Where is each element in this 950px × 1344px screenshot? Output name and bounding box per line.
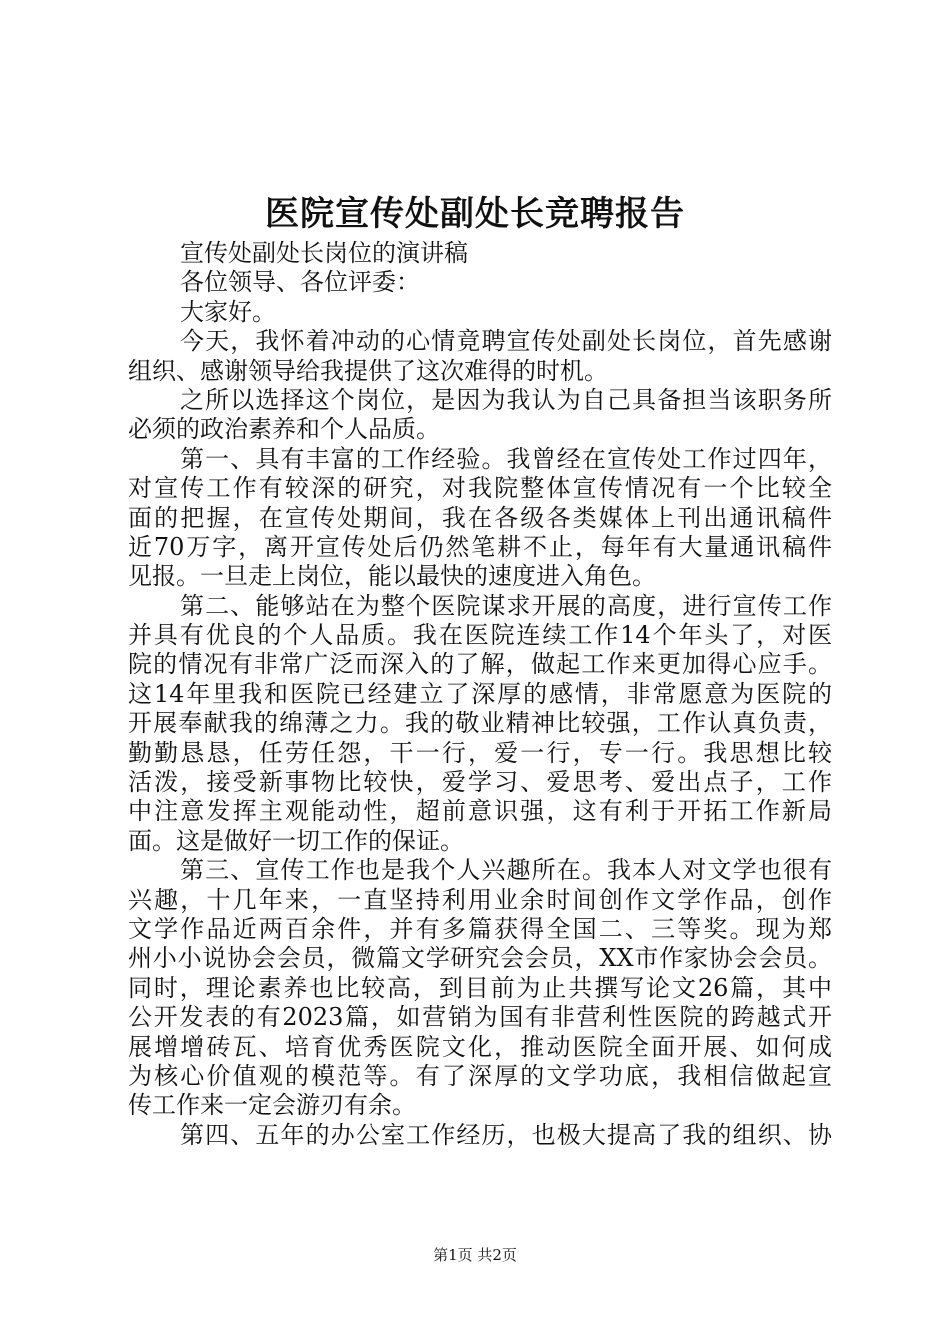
paragraph-line: 第四、五年的办公室工作经历，也极大提高了我的组织、协 <box>180 1120 832 1149</box>
paragraph-line: 面的把握，在宣传处期间，我在各级各类媒体上刊出通讯稿件 <box>128 503 832 532</box>
paragraph-line: 对宣传工作有较深的研究，对我院整体宣传情况有一个比较全 <box>128 474 832 503</box>
paragraph-line: 之所以选择这个岗位，是因为我认为自己具备担当该职务所 <box>180 385 832 414</box>
paragraph-line: 必须的政治素养和个人品质。 <box>128 415 440 444</box>
paragraph <box>128 327 832 386</box>
paragraph <box>128 239 832 268</box>
paragraph-line: 大家好。 <box>180 297 276 326</box>
paragraph-line: 同时，理论素养也比较高，到目前为止共撰写论文26篇，其中 <box>128 973 832 1002</box>
paragraph-line: 传工作来一定会游刃有余。 <box>128 1091 416 1120</box>
paragraph-line: 面。这是做好一切工作的保证。 <box>128 826 464 855</box>
paragraph-line: 公开发表的有2023篇，如营销为国有非营利性医院的跨越式开 <box>128 1003 832 1032</box>
paragraph-line: 第二、能够站在为整个医院谋求开展的高度，进行宣传工作 <box>180 591 832 620</box>
paragraph-line: 今天，我怀着冲动的心情竟聘宣传处副处长岗位，首先感谢 <box>180 327 832 356</box>
paragraph-line: 活泼，接受新事物比较快，爱学习、爱思考、爱出点子，工作 <box>128 768 832 797</box>
paragraph-line: 文学作品近两百余件，并有多篇获得全国二、三等奖。现为郑 <box>128 914 832 943</box>
paragraph-line: 勤勤恳恳，任劳任怨，干一行，爱一行，专一行。我思想比较 <box>128 738 832 767</box>
paragraph-line: 见报。一旦走上岗位，能以最快的速度进入角色。 <box>128 562 656 591</box>
paragraph-line: 开展奉献我的绵薄之力。我的敬业精神比较强，工作认真负责， <box>128 709 832 738</box>
document-title: 医院宣传处副处长竞聘报告 <box>265 194 685 234</box>
document-body <box>128 239 832 1150</box>
paragraph-line: 院的情况有非常广泛而深入的了解，做起工作来更加得心应手。 <box>128 650 832 679</box>
paragraph-line: 兴趣，十几年来，一直坚持利用业余时间创作文学作品，创作 <box>128 885 832 914</box>
paragraph <box>128 856 832 1121</box>
paragraph-line: 近70万字，离开宣传处后仍然笔耕不止，每年有大量通讯稿件 <box>128 532 832 561</box>
paragraph-line: 这14年里我和医院已经建立了深厚的感情，非常愿意为医院的 <box>128 679 832 708</box>
paragraph-line: 各位领导、各位评委： <box>180 268 420 297</box>
paragraph-line: 组织、感谢领导给我提供了这次难得的时机。 <box>128 356 608 385</box>
paragraph <box>128 445 832 592</box>
paragraph <box>128 386 832 445</box>
paragraph-line: 并具有优良的个人品质。我在医院连续工作14个年头了，对医 <box>128 621 832 650</box>
paragraph-line: 州小小说协会会员，微篇文学研究会会员，XX市作家协会会员。 <box>128 944 832 973</box>
paragraph-line: 为核心价值观的模范等。有了深厚的文学功底，我相信做起宣 <box>128 1061 832 1090</box>
paragraph <box>128 592 832 857</box>
paragraph <box>128 1121 832 1150</box>
paragraph <box>128 268 832 297</box>
page-footer: 第1页 共2页 <box>433 1246 517 1264</box>
paragraph-line: 中注意发挥主观能动性，超前意识强，这有利于开拓工作新局 <box>128 797 832 826</box>
paragraph-line: 展增增砖瓦、培育优秀医院文化，推动医院全面开展、如何成 <box>128 1032 832 1061</box>
paragraph <box>128 298 832 327</box>
paragraph-line: 宣传处副处长岗位的演讲稿 <box>180 239 468 267</box>
paragraph-line: 第三、宣传工作也是我个人兴趣所在。我本人对文学也很有 <box>180 856 832 885</box>
paragraph-line: 第一、具有丰富的工作经验。我曾经在宣传处工作过四年， <box>180 444 832 473</box>
